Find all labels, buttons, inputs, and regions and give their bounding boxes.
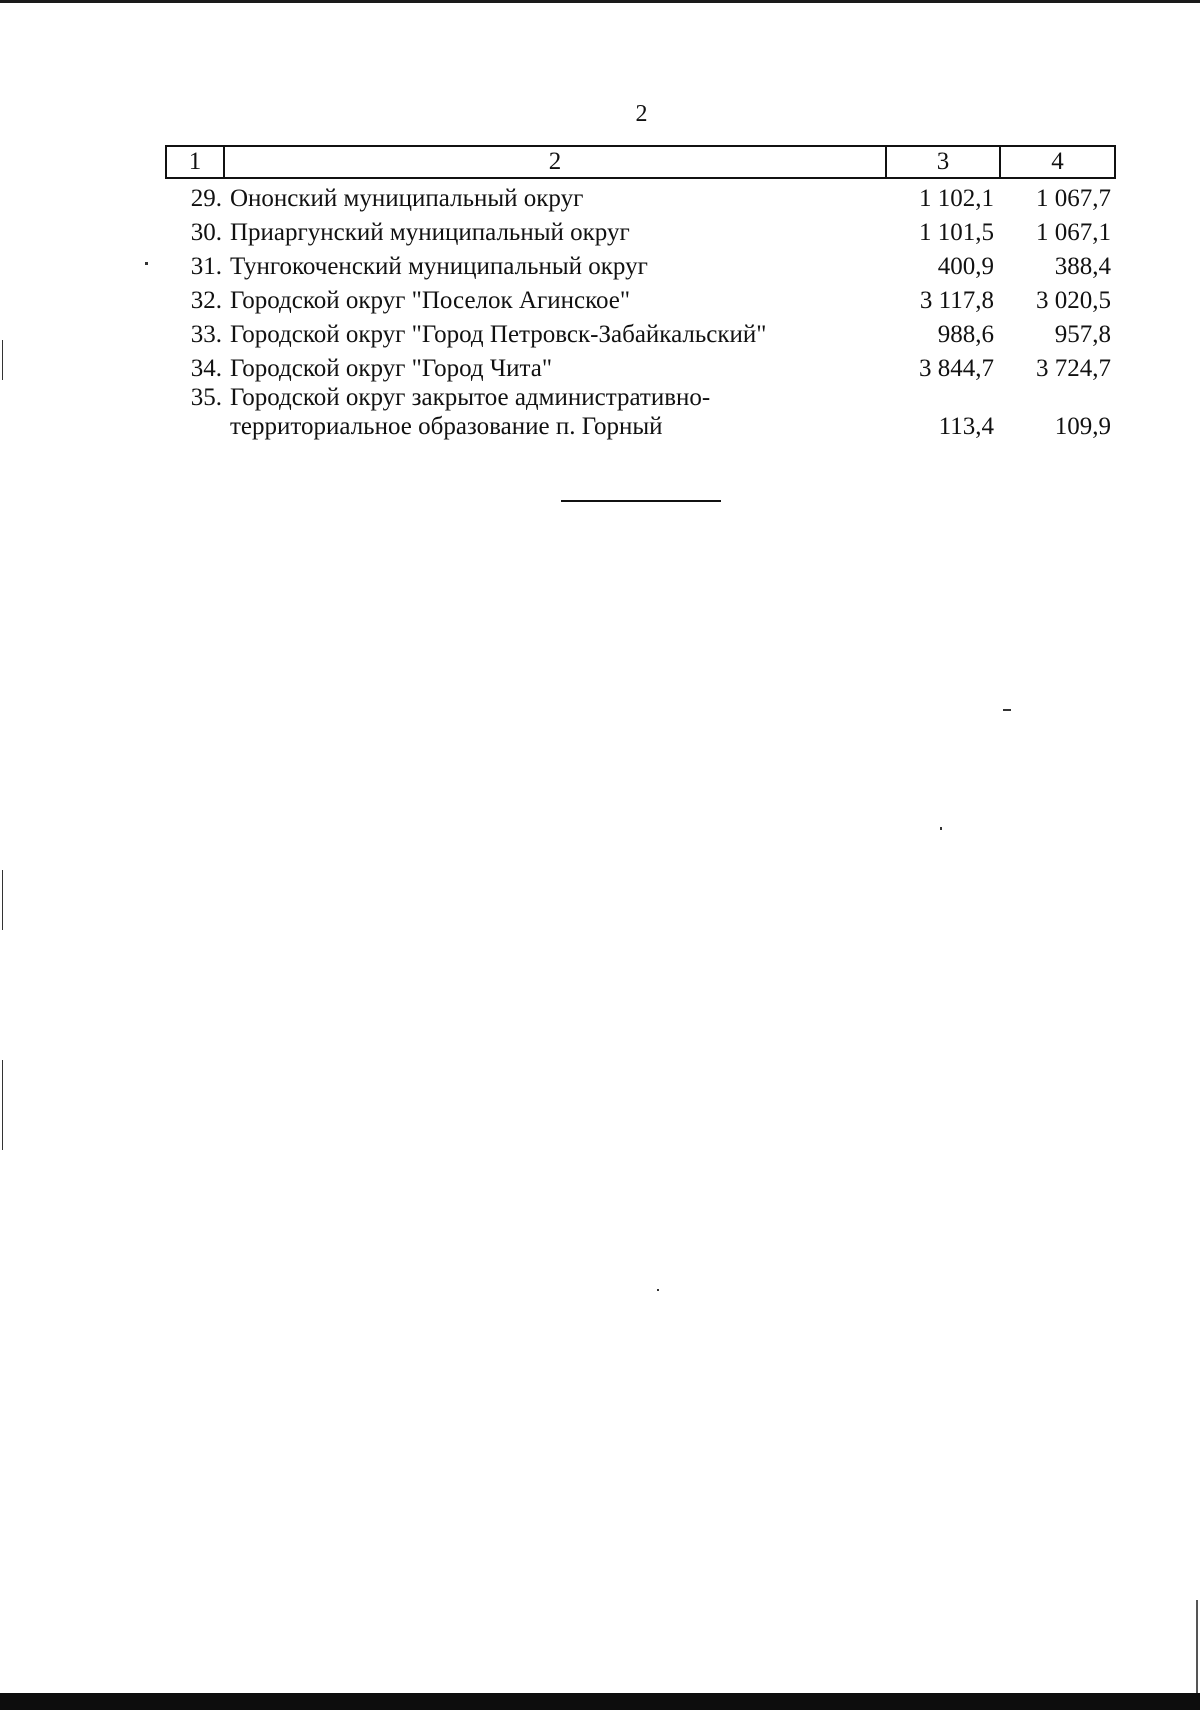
end-of-table-line: [561, 500, 721, 502]
scan-speck: [657, 1289, 659, 1291]
row-value-col3: 3 844,7: [919, 355, 994, 382]
scan-edge-top: [0, 0, 1200, 3]
scan-speck: [2, 870, 3, 930]
row-name: Городской округ "Поселок Агинское": [230, 287, 631, 314]
row-name: Городской округ "Город Чита": [230, 355, 553, 382]
scan-speck: [2, 340, 3, 380]
row-number: 30.: [190, 219, 222, 246]
row-number: 34.: [190, 355, 222, 382]
row-name-line-1: Городской округ закрытое административно-: [230, 384, 711, 411]
scan-speck: [145, 262, 148, 265]
row-value-col4: 1 067,7: [1036, 185, 1111, 212]
table-row: [166, 349, 1115, 383]
scan-speck: [1003, 709, 1011, 711]
row-name: Городской округ "Город Петровск-Забайкальский": [230, 321, 767, 348]
row-value-col3: 3 117,8: [919, 287, 994, 314]
row-name-line-2: территориальное образование п. Горный: [230, 413, 663, 440]
row-number: 31.: [190, 253, 222, 280]
row-value-col3: 400,9: [937, 253, 994, 280]
row-value-col3: 1 102,1: [919, 185, 994, 212]
table-row: [166, 315, 1115, 349]
row-value-col3: 1 101,5: [919, 219, 994, 246]
row-name: [224, 383, 886, 441]
row-number: 35.: [190, 384, 222, 411]
row-number: 33.: [190, 321, 222, 348]
row-value-col4: 388,4: [1054, 253, 1111, 280]
header-cell-1: 1: [166, 146, 224, 178]
scan-speck: [940, 827, 942, 830]
row-number: 32.: [190, 287, 222, 314]
row-value-col4: 1 067,1: [1036, 219, 1111, 246]
scan-edge-right: [1196, 1600, 1198, 1693]
table-row: [166, 247, 1115, 281]
header-cell-4: 4: [1000, 146, 1115, 178]
row-value-col3: 113,4: [938, 413, 994, 440]
row-value-col4: 957,8: [1054, 321, 1111, 348]
table-row: [166, 213, 1115, 247]
scan-speck: [2, 1060, 3, 1150]
table-row: [166, 178, 1115, 213]
row-name: Ононский муниципальный округ: [230, 185, 584, 212]
page-number: 2: [635, 101, 648, 127]
header-cell-2: 2: [224, 146, 886, 178]
table-row: [166, 383, 1115, 441]
header-cell-3: 3: [886, 146, 1000, 178]
row-value-col3: 988,6: [937, 321, 994, 348]
row-name: Тунгокоченский муниципальный округ: [230, 253, 648, 280]
table-row: [166, 281, 1115, 315]
row-value-col4: 109,9: [1054, 413, 1111, 440]
table-header-row: [166, 146, 1115, 178]
row-value-col4: 3 724,7: [1036, 355, 1111, 382]
data-table: [165, 145, 1116, 441]
row-value-col4: 3 020,5: [1036, 287, 1111, 314]
scan-edge-bottom: [0, 1693, 1200, 1710]
row-number: 29.: [190, 185, 222, 212]
row-name: Приаргунский муниципальный округ: [230, 219, 630, 246]
